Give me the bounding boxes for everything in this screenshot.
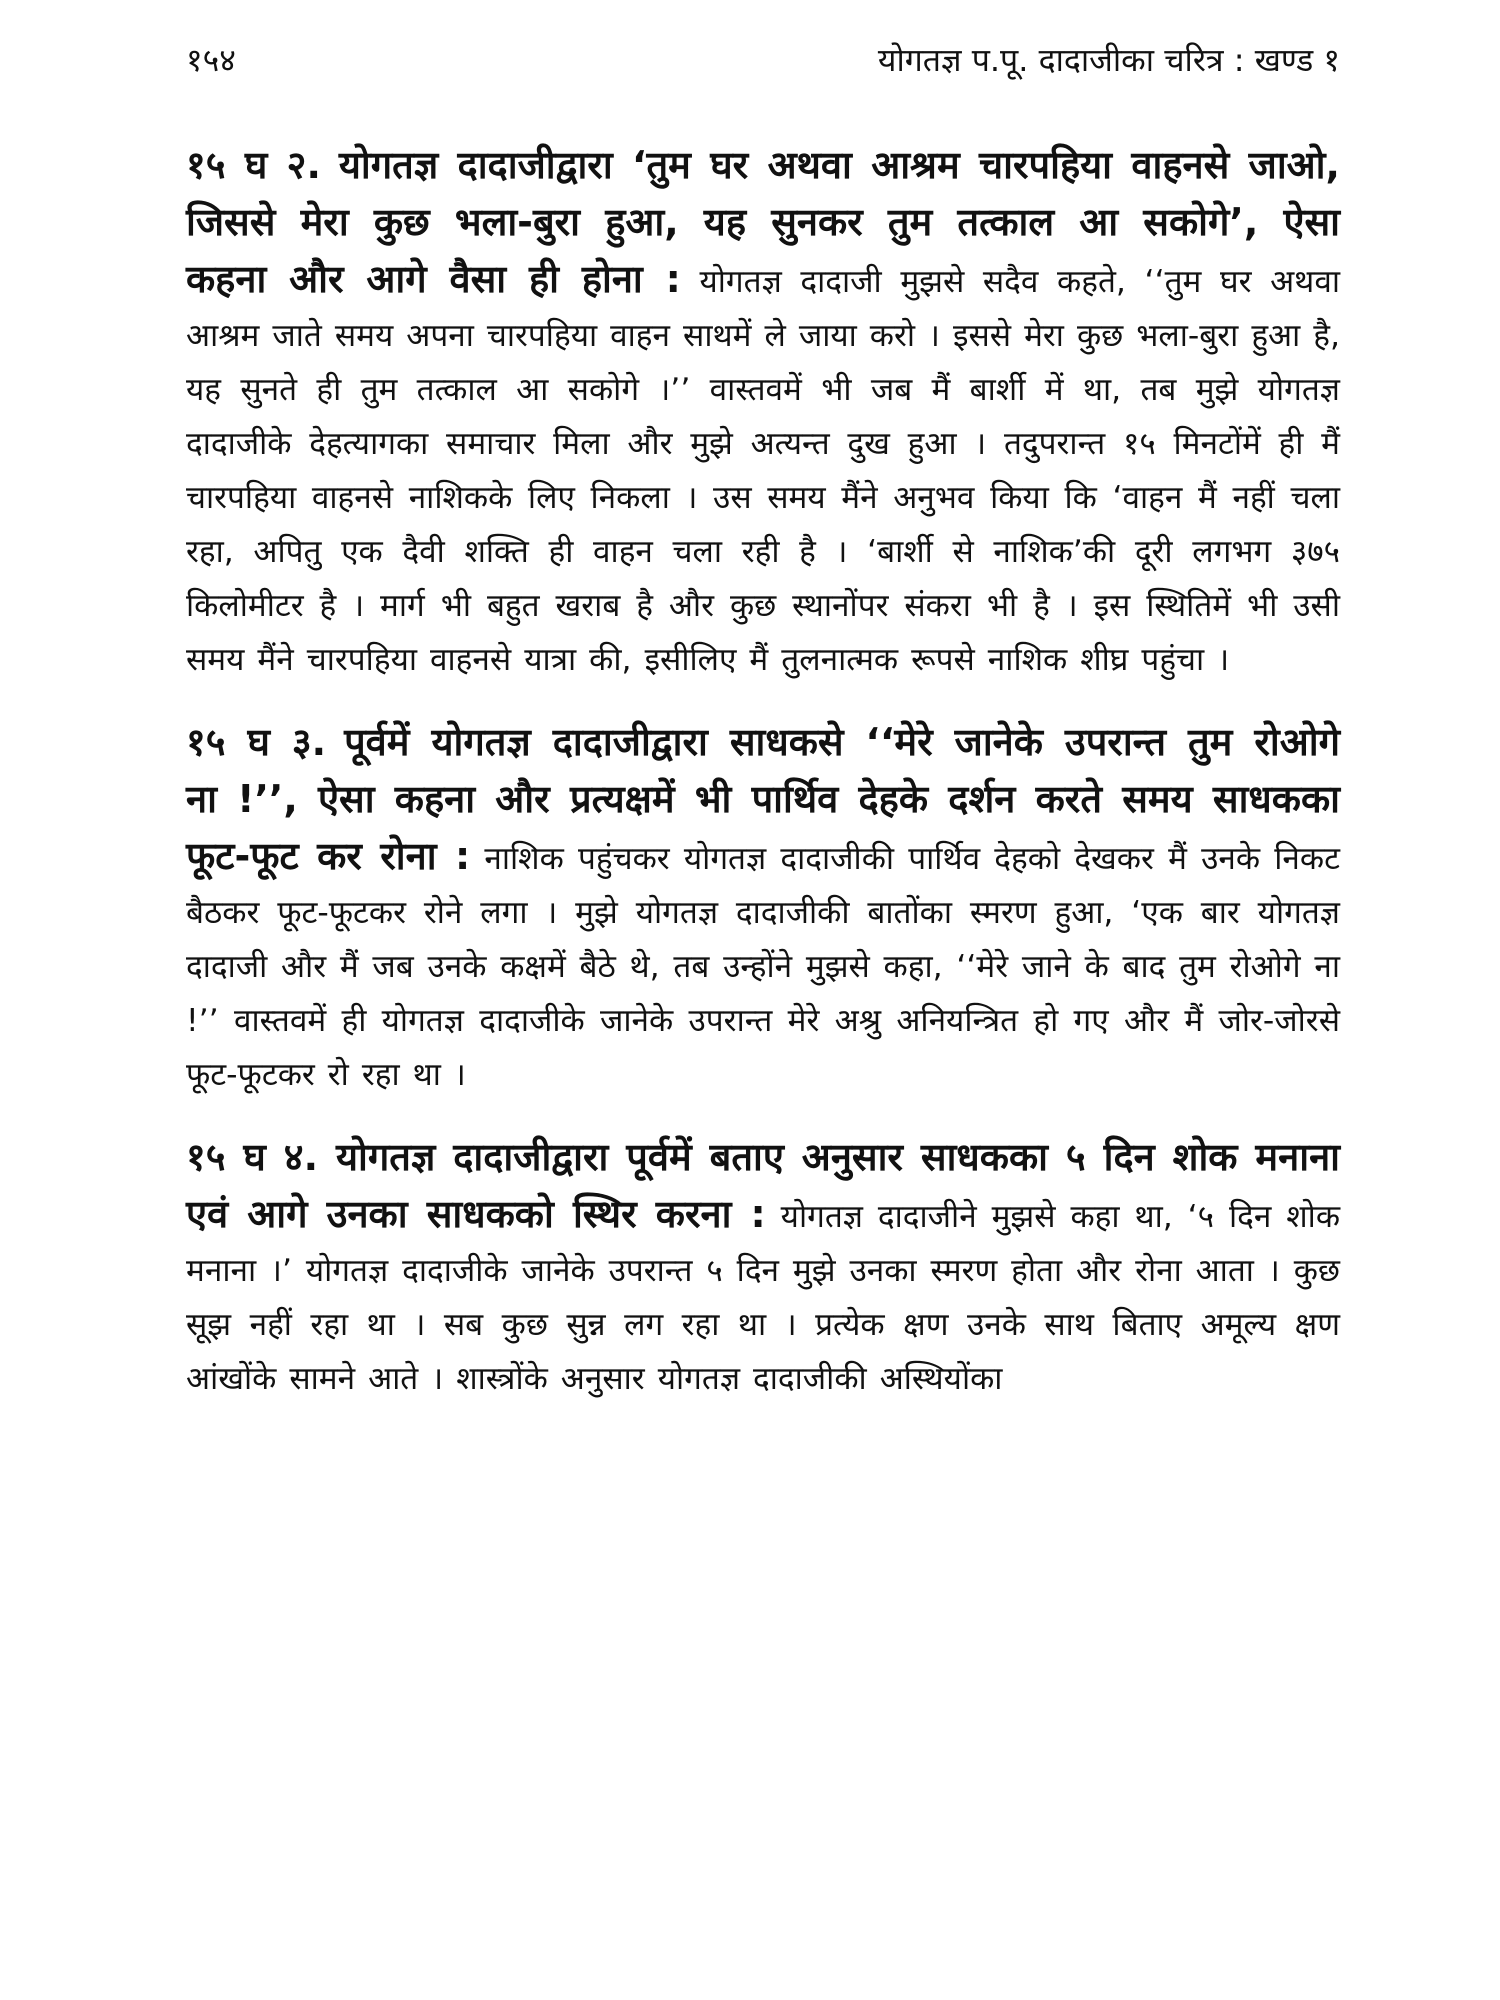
book-title: योगतज्ञ प.पू. दादाजीका चरित्र : खण्ड १ <box>877 41 1340 79</box>
section-number: १५ घ ३. <box>186 720 327 764</box>
section-15-gha-4 <box>186 1130 1340 1406</box>
section-heading-text: योगतज्ञ दादाजीद्वारा पूर्वमें बताए अनुसार साधकका ५ दिन शोक मनाना एवं आगे उनका साधकको स्थिर करना : <box>186 1135 1340 1236</box>
section-paragraph <box>186 715 1340 1102</box>
section-body: योगतज्ञ दादाजीने मुझसे कहा था, ‘५ दिन शोक मनाना ।’ योगतज्ञ दादाजीके जानेके उपरान्त ५ दिन मुझे उनका स्मरण होता और रोना आता । कुछ सूझ नहीं रहा था । सब कुछ सुन्न लग रहा था । प्रत्येक क्षण उनके साथ बिताए अमूल्य क्षण आंखोंके सामने आते । शास्त्रोंके अनुसार योगतज्ञ दादाजीकी अस्थियोंका <box>186 1199 1341 1397</box>
section-body: नाशिक पहुंचकर योगतज्ञ दादाजीकी पार्थिव देहको देखकर मैं उनके निकट बैठकर फूट-फूटकर रोने लगा । मुझे योगतज्ञ दादाजीकी बातोंका स्मरण हुआ, ‘एक बार योगतज्ञ दादाजी और मैं जब उनके कक्षमें बैठे थे, तब उन्होंने मुझसे कहा, ‘‘मेरे जाने के बाद तुम रोओगे ना !’’ वास्तवमें ही योगतज्ञ दादाजीके जानेके उपरान्त मेरे अश्रु अनियन्त्रित हो गए और मैं जोर-जोरसे फूट-फूटकर रो रहा था । <box>186 841 1340 1093</box>
section-body: योगतज्ञ दादाजी मुझसे सदैव कहते, ‘‘तुम घर अथवा आश्रम जाते समय अपना चारपहिया वाहन साथमें ले जाया करो । इससे मेरा कुछ भला-बुरा हुआ है, यह सुनते ही तुम तत्काल आ सकोगे ।’’ वास्तवमें भी जब मैं बार्शी में था, तब मुझे योगतज्ञ दादाजीके देहत्यागका समाचार मिला और मुझे अत्यन्त दुख हुआ । तदुपरान्त १५ मिनटोंमें ही मैं चारपहिया वाहनसे नाशिकके लिए निकला । उस समय मैंने अनुभव किया कि ‘वाहन मैं नहीं चला रहा, अपितु एक दैवी शक्ति ही वाहन चला रही है । ‘बार्शी से नाशिक’की दूरी लगभग ३७५ किलोमीटर है । मार्ग भी बहुत खराब है और कुछ स्थानोंपर संकरा भी है । इस स्थितिमें भी उसी समय मैंने चारपहिया वाहनसे यात्रा की, इसीलिए मैं तुलनात्मक रूपसे नाशिक शीघ्र पहुंचा । <box>186 264 1340 678</box>
section-heading-text: पूर्वमें योगतज्ञ दादाजीद्वारा साधकसे ‘‘मेरे जानेके उपरान्त तुम रोओगे ना !’’, ऐसा कहना और प्रत्यक्षमें भी पार्थिव देहके दर्शन करते समय साधकका फूट-फूट कर रोना : <box>186 720 1340 878</box>
page-number: १५४ <box>186 41 236 79</box>
section-number: १५ घ २. <box>186 143 321 187</box>
section-paragraph <box>186 1130 1340 1406</box>
section-number: १५ घ ४. <box>186 1135 319 1179</box>
running-header <box>186 38 1340 82</box>
section-15-gha-2 <box>186 138 1340 687</box>
section-15-gha-3 <box>186 715 1340 1102</box>
section-paragraph <box>186 138 1340 687</box>
section-heading-text: योगतज्ञ दादाजीद्वारा ‘तुम घर अथवा आश्रम चारपहिया वाहनसे जाओ, जिससे मेरा कुछ भला-बुरा हुआ, यह सुनकर तुम तत्काल आ सकोगे’, ऐसा कहना और आगे वैसा ही होना : <box>186 143 1340 301</box>
